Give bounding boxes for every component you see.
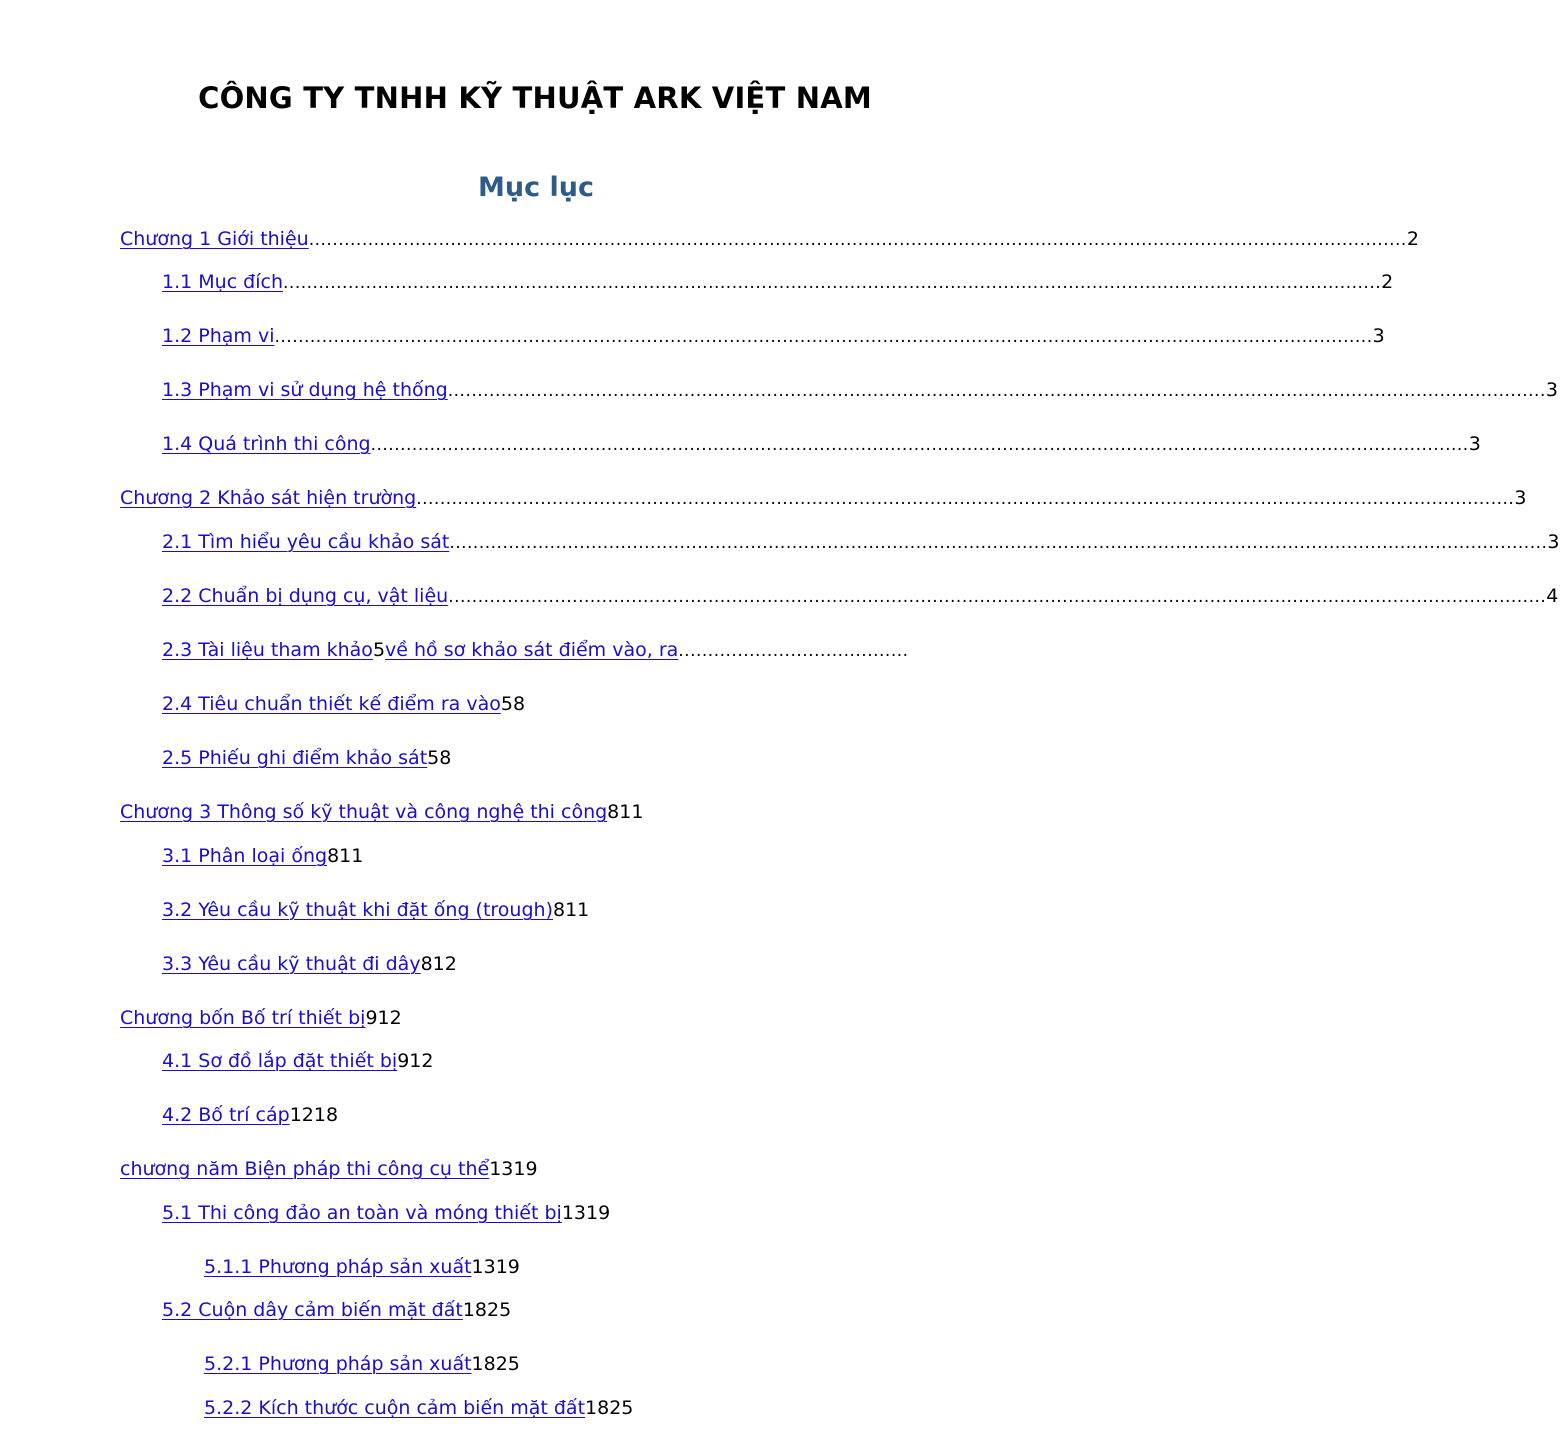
toc-link[interactable]: 1.2 Phạm vi [162,325,275,347]
toc-link[interactable]: 5.2.1 Phương pháp sản xuất [204,1353,472,1375]
dot-leader: .......................................................................................................................................................................................... [283,273,1382,293]
dot-leader: .......................................................................................................................................................................................... [370,435,1469,455]
toc-link[interactable]: Chương 2 Khảo sát hiện trường [120,487,417,509]
page-number: 1218 [289,1104,339,1126]
page-number: 58 [427,747,452,769]
page-number: 1825 [471,1353,520,1375]
page-number: 811 [327,845,364,867]
toc-entry-3-1[interactable] [162,843,363,869]
toc-link[interactable]: Chương 3 Thông số kỹ thuật và công nghệ thi công [120,801,608,823]
toc-entry-4-2[interactable] [162,1102,338,1128]
page-number: 1319 [471,1256,520,1278]
page-number: 3 [1514,487,1527,509]
toc-entry-5-2-2[interactable] [204,1395,633,1421]
toc-entry-3-3[interactable] [162,951,457,977]
toc-entry-5-2-1[interactable] [204,1351,520,1377]
toc-link[interactable]: 1.4 Quá trình thi công [162,433,371,455]
toc-link[interactable]: Chương 1 Giới thiệu [120,228,309,250]
page-number: 58 [500,693,526,715]
page-number: 2 [1406,228,1419,250]
toc-link[interactable]: 2.5 Phiếu ghi điểm khảo sát [162,747,428,769]
page-number: 4 [1546,585,1559,607]
toc-entry-chapter-2[interactable] [120,485,1527,511]
dot-leader: ....................................... [678,641,909,661]
page-number: 1825 [585,1397,634,1419]
toc-link[interactable]: 4.1 Sơ đồ lắp đặt thiết bị [162,1050,398,1072]
toc-link[interactable]: 2.3 Tài liệu tham khảo [162,639,373,661]
toc-link[interactable]: 5.1.1 Phương pháp sản xuất [204,1256,472,1278]
toc-entry-2-3[interactable] [162,637,950,663]
toc-link[interactable]: Chương bốn Bố trí thiết bị [120,1007,366,1029]
toc-entry-1-4[interactable] [162,431,1481,457]
dot-leader: .......................................................................................................................................................................................... [308,230,1407,250]
page-number: 3 [1372,325,1385,347]
page-number: 812 [420,953,457,975]
toc-entry-chapter-1[interactable] [120,226,1419,252]
dot-leader: .......................................................................................................................................................................................... [447,381,1546,401]
toc-entry-chapter-5[interactable] [120,1156,538,1182]
page-number: 811 [607,801,644,823]
toc-title: Mục lục [478,172,594,203]
toc-entry-5-2[interactable] [162,1297,511,1323]
toc-entry-2-1[interactable] [162,529,1560,555]
page-number: 5 [372,639,386,661]
dot-leader: .......................................................................................................................................................................................... [448,587,1547,607]
page-number: 912 [365,1007,402,1029]
dot-leader: .......................................................................................................................................................................................... [449,533,1548,553]
page-number: 3 [1545,379,1558,401]
company-heading: CÔNG TY TNHH KỸ THUẬT ARK VIỆT NAM [198,81,872,115]
toc-link[interactable]: chương năm Biện pháp thi công cụ thể [120,1158,490,1180]
page-number: 912 [397,1050,434,1072]
toc-link[interactable]: 2.2 Chuẩn bị dụng cụ, vật liệu [162,585,449,607]
toc-link[interactable]: 4.2 Bố trí cáp [162,1104,290,1126]
toc-link[interactable]: 1.1 Mục đích [162,271,284,293]
page-number: 1319 [561,1202,611,1224]
toc-link[interactable]: 5.2.2 Kích thước cuộn cảm biến mặt đất [204,1397,586,1419]
dot-leader: .......................................................................................................................................................................................... [416,489,1515,509]
page-number: 811 [553,899,590,921]
page-number: 3 [1468,433,1481,455]
toc-link[interactable]: 2.1 Tìm hiểu yêu cầu khảo sát [162,531,450,553]
toc-entry-chapter-3[interactable] [120,799,643,825]
toc-entry-chapter-4[interactable] [120,1005,402,1031]
page-number: 1825 [462,1299,512,1321]
toc-entry-1-3[interactable] [162,377,1558,403]
toc-entry-3-2[interactable] [162,897,589,923]
toc-link[interactable]: 3.1 Phân loại ống [162,845,328,867]
toc-entry-2-4[interactable] [162,691,525,717]
toc-entry-1-1[interactable] [162,269,1394,295]
toc-entry-4-1[interactable] [162,1048,433,1074]
toc-link-continuation[interactable]: về hồ sơ khảo sát điểm vào, ra [385,639,679,661]
toc-entry-5-1[interactable] [162,1200,610,1226]
toc-link[interactable]: 3.3 Yêu cầu kỹ thuật đi dây [162,953,421,975]
dot-leader: .......................................................................................................................................................................................... [274,327,1373,347]
page-number: 1319 [489,1158,538,1180]
page-number: 3 [1547,531,1560,553]
toc-link[interactable]: 5.2 Cuộn dây cảm biến mặt đất [162,1299,463,1321]
toc-entry-2-2[interactable] [162,583,1559,609]
toc-link[interactable]: 3.2 Yêu cầu kỹ thuật khi đặt ống (trough) [162,899,553,921]
toc-entry-2-5[interactable] [162,745,451,771]
toc-entry-5-1-1[interactable] [204,1254,520,1280]
toc-link[interactable]: 5.1 Thi công đảo an toàn và móng thiết bị [162,1202,562,1224]
toc-link[interactable]: 2.4 Tiêu chuẩn thiết kế điểm ra vào [162,693,501,715]
toc-link[interactable]: 1.3 Phạm vi sử dụng hệ thống [162,379,448,401]
toc-entry-1-2[interactable] [162,323,1385,349]
page-number: 2 [1381,271,1394,293]
